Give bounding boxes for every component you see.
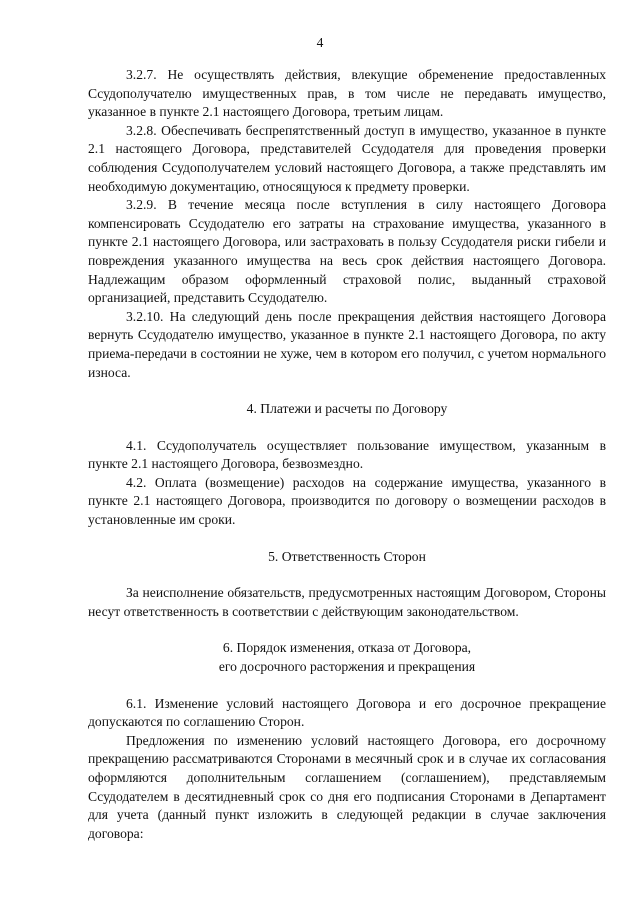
section-6-heading — [88, 639, 606, 676]
paragraph-6-2: Предложения по изменению условий настоящего Договора, его досрочному прекращению рассматриваются Сторонами в месячный срок и в случае их согласования оформляются дополнительным соглашением (соглашением), представляемым Ссудодателем в десятидневный срок со дня его подписания Сторонами в Департамент для учета (данный пункт изложить в следующей редакции в случае заключения договора: — [88, 732, 606, 841]
paragraph-5: За неисполнение обязательств, предусмотренных настоящим Договором, Стороны несут ответственность в соответствии с действующим законодательством. — [88, 585, 606, 619]
section-4-heading: 4. Платежи и расчеты по Договору — [246, 401, 448, 417]
section-6-heading-line-2: его досрочного расторжения и прекращения — [218, 659, 476, 675]
paragraph-3-2-9: 3.2.9. В течение месяца после вступления в силу настоящего Договора компенсировать Ссудодателю его затраты на страхование имущества, указанного в пункте 2.1 настоящего Договора, или застраховать в пользу Ссудодателя риски гибели и повреждения указанного имущества на весь срок действия настоящего Договора. Надлежащим образом оформленный страховой полис, выданный страховой организацией, представить Ссудодателю. — [88, 197, 606, 306]
section-6-heading-line-1: 6. Порядок изменения, отказа от Договора, — [222, 640, 472, 656]
document-body — [88, 66, 606, 843]
paragraph-6-1: 6.1. Изменение условий настоящего Договора и его досрочное прекращение допускаются по соглашению Сторон. — [88, 695, 606, 730]
page-number: 4 — [316, 35, 324, 50]
section-5-heading: 5. Ответственность Сторон — [268, 548, 426, 564]
paragraph-4-1: 4.1. Ссудополучатель осуществляет пользование имуществом, указанным в пункте 2.1 настоящего Договора, безвозмездно. — [88, 437, 606, 472]
paragraph-3-2-7: 3.2.7. Не осуществлять действия, влекущие обременение предоставленных Ссудополучателю имущественных прав, в том числе не передавать имущество, указанное в пункте 2.1 настоящего Договора, третьим лицам. — [88, 67, 606, 120]
paragraph-3-2-8: 3.2.8. Обеспечивать беспрепятственный доступ в имущество, указанное в пункте 2.1 настоящего Договора, представителей Ссудодателя для проведения проверки соблюдения Ссудополучателем условий настоящего Договора, а также представлять им необходимую документацию, относящуюся к предмету проверки. — [88, 122, 606, 194]
paragraph-4-2: 4.2. Оплата (возмещение) расходов на содержание имущества, указанного в пункте 2.1 настоящего Договора, производится по договору о возмещении расходов в установленные им сроки. — [88, 474, 606, 528]
paragraph-3-2-10: 3.2.10. На следующий день после прекращения действия настоящего Договора вернуть Ссудодателю имущество, указанное в пункте 2.1 настоящего Договора, по акту приема-передачи в состоянии не хуже, чем в котором его получил, с учетом нормального износа. — [88, 308, 606, 380]
